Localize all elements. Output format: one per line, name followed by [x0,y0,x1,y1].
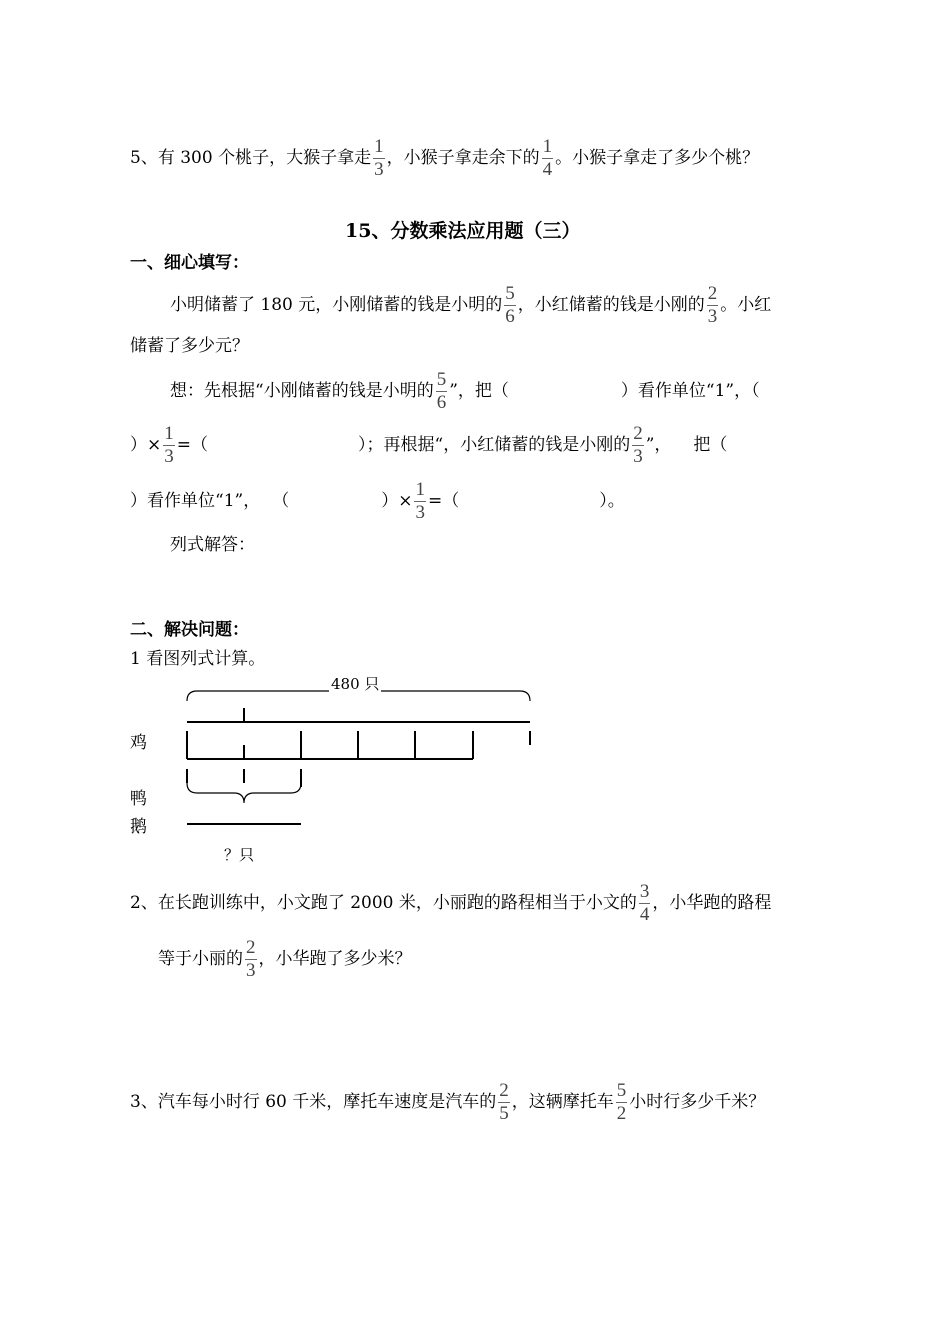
fraction-1-4: $\frac{1}{4}$ [542,136,553,180]
label-duck: 鸭 [130,789,147,809]
question-2-line-2: 等于小丽的 $\frac{2}{3}$ ，小华跑了多少米？ [158,937,412,981]
section-2-heading: 二、解决问题： [130,620,249,640]
fraction-1-3: $\frac{1}{3}$ [415,479,425,523]
fraction-1-3: $\frac{1}{3}$ [164,423,174,467]
page-title: 15、分数乘法应用题（三） [345,220,581,242]
question-3: 3、汽车每小时行 60 千米，摩托车速度是汽车的 $\frac{2}{5}$ ，这辆摩托车 $\frac{5}{2}$ 小时行多少千米？ [130,1080,766,1124]
fraction-2-3: $\frac{2}{3}$ [633,423,643,467]
q5-text-2: ，小猴子拿走余下的 [386,148,540,168]
total-label: 480 只 [331,675,380,693]
lower-ticks [187,769,301,787]
label-chicken: 鸡 [130,733,147,753]
section-1-problem-line-1: 小明储蓄了 180 元，小刚储蓄的钱是小明的 $\frac{5}{6}$ ，小红储蓄的钱是小刚的 $\frac{2}{3}$ 。小红 [170,283,772,327]
hint-line-2: ）× $\frac{1}{3}$ =（ ）；再根据“，小红储蓄的钱是小刚的 $\frac{2}{3}$ ”， 把（ [130,423,728,467]
part-brace [187,783,301,803]
duck-ticks [187,731,530,759]
question-2-line-1: 2、在长跑训练中，小文跑了 2000 米，小丽跑的路程相当于小文的 $\frac{3}{4}$ ，小华跑的路程 [130,881,772,925]
fraction-5-2: $\frac{5}{2}$ [616,1080,627,1124]
fraction-3-4: $\frac{3}{4}$ [639,881,650,925]
hint-line-1: 想：先根据“小刚储蓄的钱是小明的 $\frac{5}{6}$ ”，把（ ）看作单位“1”，（ [170,369,760,413]
fraction-5-6: $\frac{5}{6}$ [436,369,447,413]
q5-text-3: 。小猴子拿走了多少个桃？ [555,148,760,168]
hint-line-3: ）看作单位“1”， （ ）× $\frac{1}{3}$ =（ ）。 [130,479,625,523]
fraction-1-3: $\frac{1}{3}$ [374,136,384,180]
label-goose: 鹅 [130,817,147,837]
unknown-label: ？只 [224,846,255,864]
section-1-heading: 一、细心填写： [130,253,249,273]
fraction-5-6: $\frac{5}{6}$ [505,283,515,327]
fraction-2-5: $\frac{2}{5}$ [499,1080,509,1124]
section-2-question-1: 1 看图列式计算。 [130,649,266,669]
fraction-2-3: $\frac{2}{3}$ [707,283,718,327]
q5-text-1: 5、有 300 个桃子，大猴子拿走 [130,148,372,168]
section-1-problem-line-2: 储蓄了多少元？ [130,336,249,356]
answer-label: 列式解答： [170,535,255,555]
fraction-2-3: $\frac{2}{3}$ [246,937,256,981]
